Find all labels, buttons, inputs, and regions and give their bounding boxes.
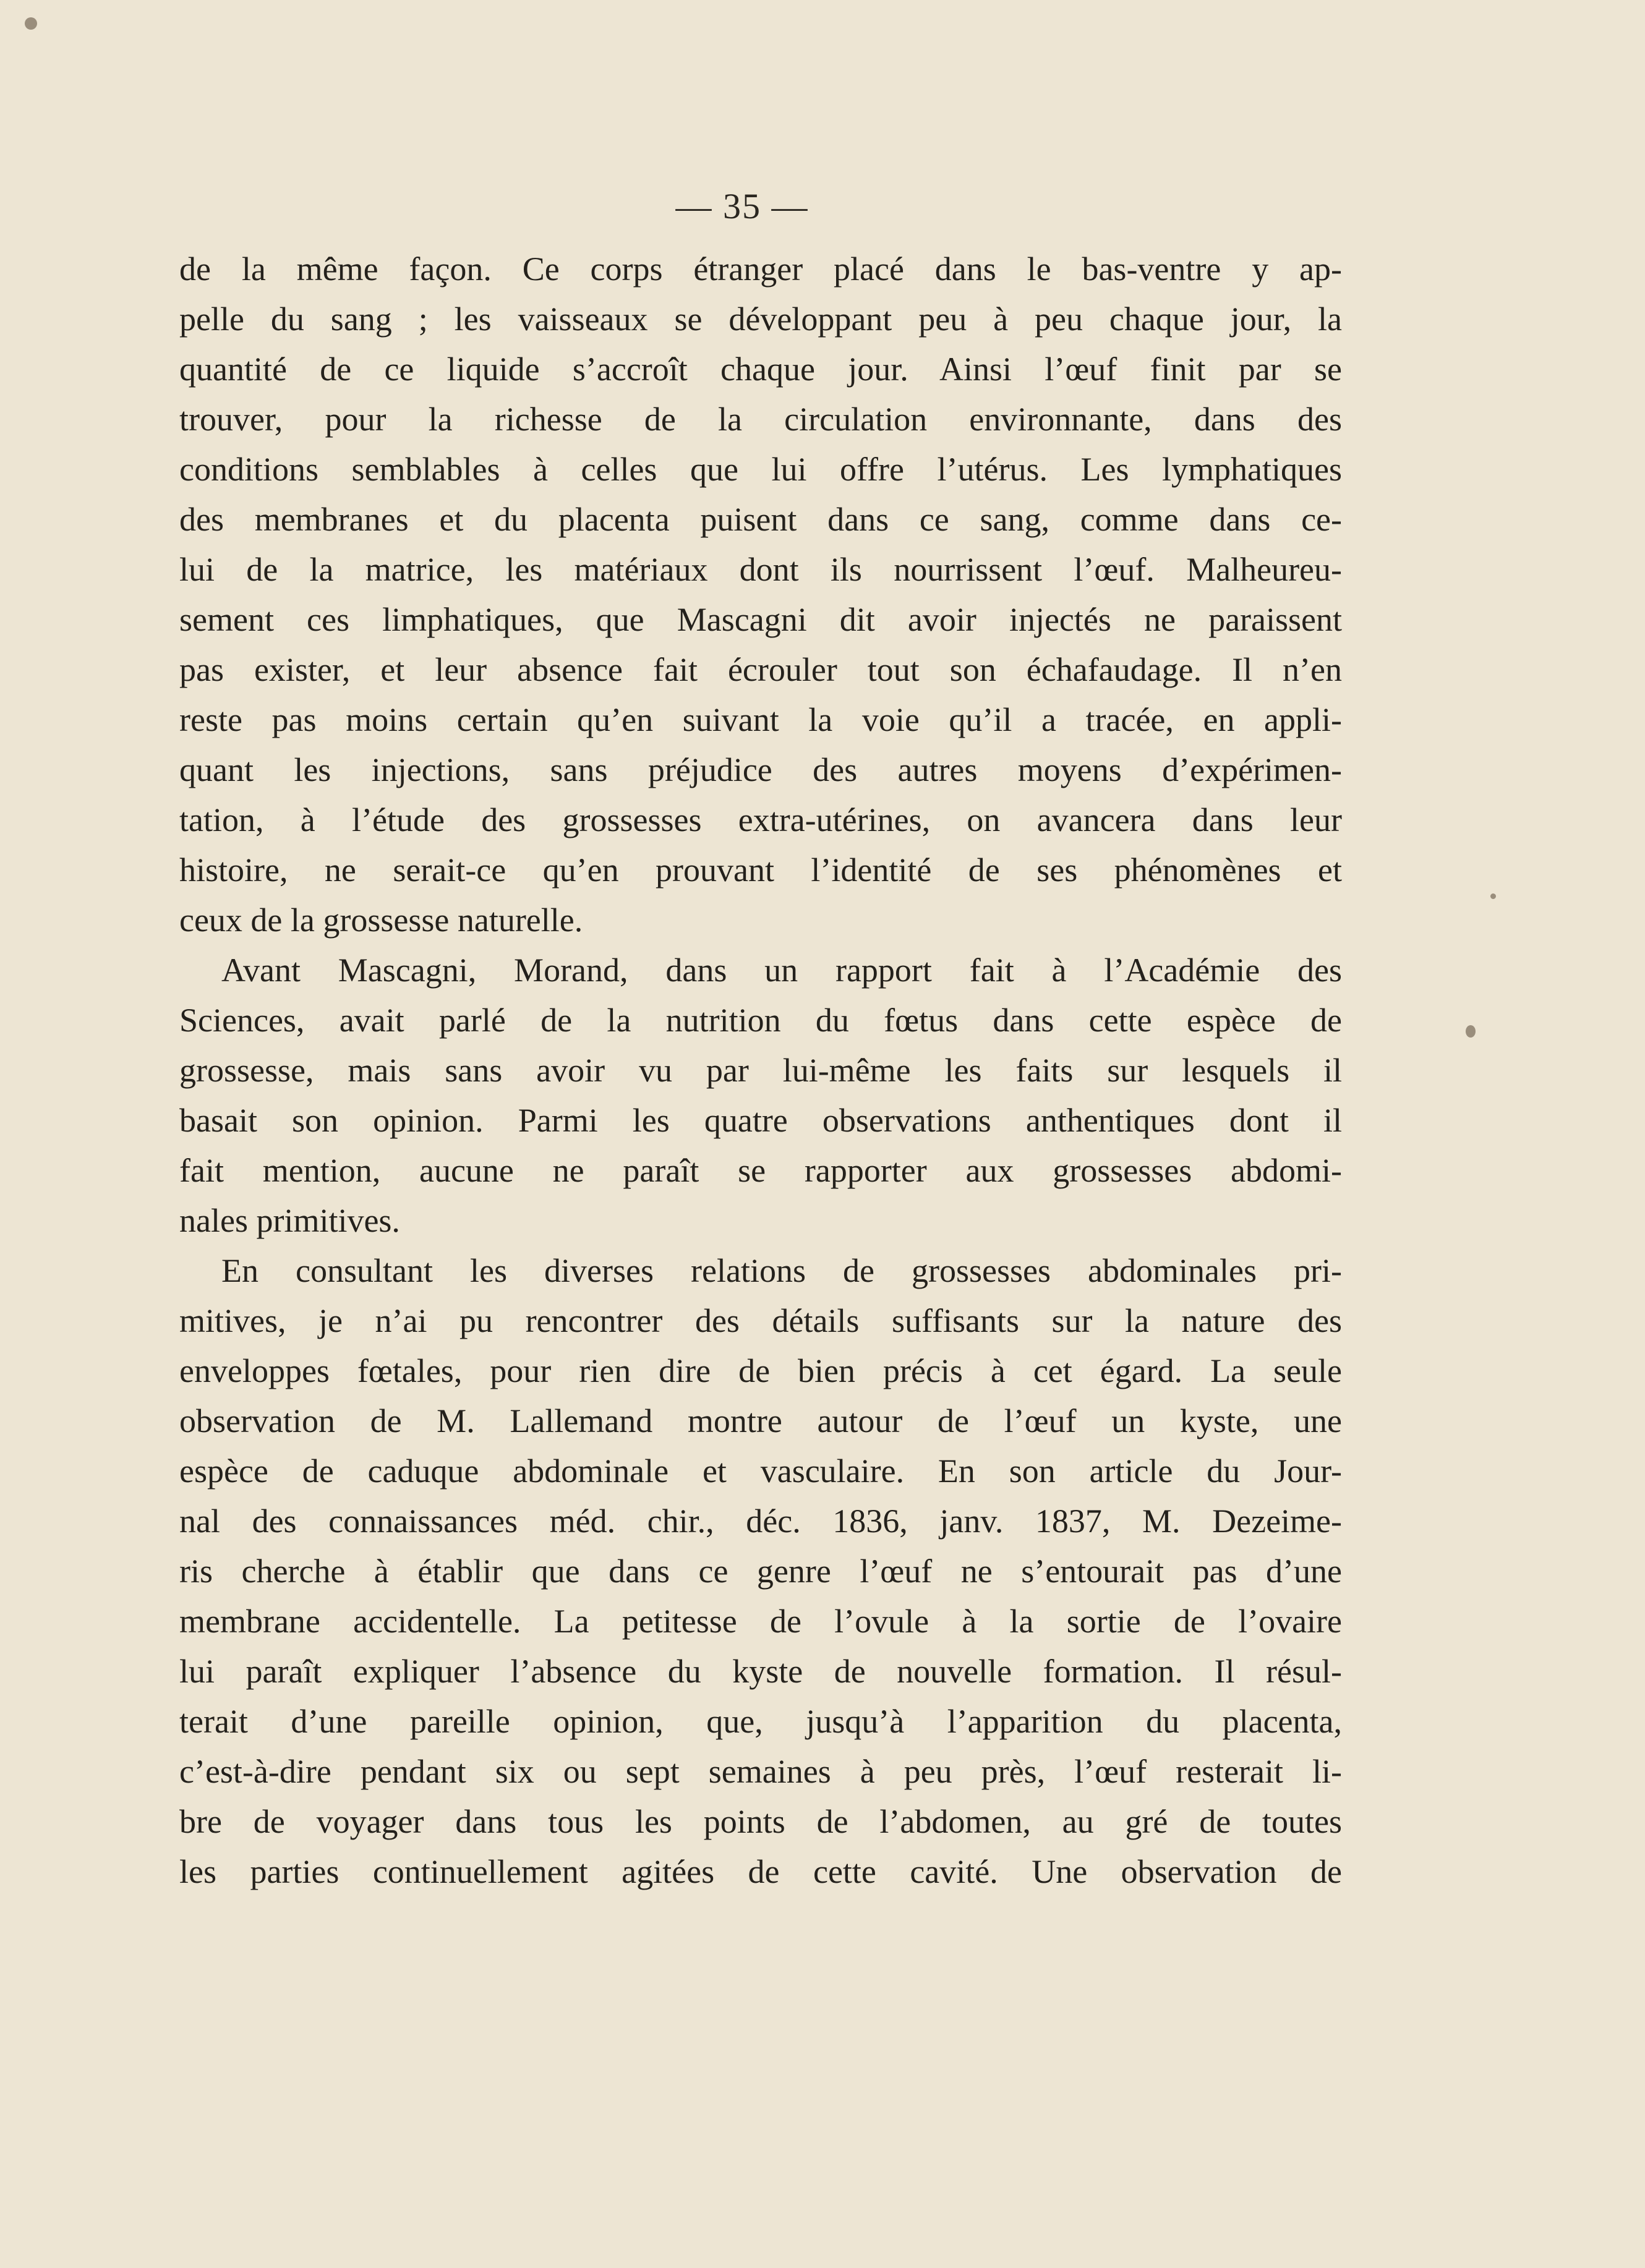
text-line: membrane accidentelle. La petitesse de l’ovule à la sortie de l’ovaire <box>179 1603 1342 1640</box>
text-line: sement ces limphatiques, que Mascagni dit avoir injectés ne paraissent <box>179 601 1342 638</box>
text-line: basait son opinion. Parmi les quatre observations anthentiques dont il <box>179 1102 1342 1139</box>
text-line: ris cherche à établir que dans ce genre l’œuf ne s’entourait pas d’une <box>179 1553 1342 1590</box>
text-line: les parties continuellement agitées de cette cavité. Une observation de <box>179 1853 1342 1890</box>
text-line: lui de la matrice, les matériaux dont ils nourrissent l’œuf. Malheureu- <box>179 551 1342 588</box>
text-line: ceux de la grossesse naturelle. <box>179 902 583 939</box>
paragraph-2 <box>179 945 1342 1246</box>
text-line: trouver, pour la richesse de la circulation environnante, dans des <box>179 401 1342 438</box>
text-line: grossesse, mais sans avoir vu par lui-même les faits sur lesquels il <box>179 1052 1342 1089</box>
text-line: tation, à l’étude des grossesses extra-utérines, on avancera dans leur <box>179 801 1342 838</box>
text-line: pas exister, et leur absence fait écrouler tout son échafaudage. Il n’en <box>179 651 1342 688</box>
paragraph-1 <box>179 244 1342 945</box>
text-line: mitives, je n’ai pu rencontrer des détails suffisants sur la nature des <box>179 1302 1342 1339</box>
text-line: conditions semblables à celles que lui offre l’utérus. Les lymphatiques <box>179 451 1342 488</box>
text-line: En consultant les diverses relations de grossesses abdominales pri- <box>221 1252 1342 1289</box>
foxing-spot <box>25 17 37 30</box>
text-line: quant les injections, sans préjudice des autres moyens d’expérimen- <box>179 751 1342 788</box>
body-text <box>179 244 1342 1897</box>
text-line: de la même façon. Ce corps étranger placé dans le bas-ventre y ap- <box>179 250 1342 288</box>
text-line: bre de voyager dans tous les points de l’abdomen, au gré de toutes <box>179 1803 1342 1840</box>
text-line: nal des connaissances méd. chir., déc. 1836, janv. 1837, M. Dezeime- <box>179 1503 1342 1540</box>
text-line: Sciences, avait parlé de la nutrition du fœtus dans cette espèce de <box>179 1002 1342 1039</box>
text-line: lui paraît expliquer l’absence du kyste de nouvelle formation. Il résul- <box>179 1653 1342 1690</box>
text-line: quantité de ce liquide s’accroît chaque jour. Ainsi l’œuf finit par se <box>179 351 1342 388</box>
text-line: enveloppes fœtales, pour rien dire de bien précis à cet égard. La seule <box>179 1352 1342 1389</box>
text-line: histoire, ne serait-ce qu’en prouvant l’identité de ses phénomènes et <box>179 851 1342 889</box>
page-number: — 35 — <box>675 186 809 226</box>
foxing-spot <box>1490 893 1496 899</box>
text-line: des membranes et du placenta puisent dans ce sang, comme dans ce- <box>179 501 1342 538</box>
paragraph-3 <box>179 1246 1342 1897</box>
foxing-spot <box>1466 1025 1476 1038</box>
text-line: pelle du sang ; les vaisseaux se développant peu à peu chaque jour, la <box>179 301 1342 338</box>
text-line: nales primitives. <box>179 1202 400 1239</box>
text-line: Avant Mascagni, Morand, dans un rapport fait à l’Académie des <box>221 952 1342 989</box>
text-line: c’est-à-dire pendant six ou sept semaines à peu près, l’œuf resterait li- <box>179 1753 1342 1790</box>
text-line: observation de M. Lallemand montre autour de l’œuf un kyste, une <box>179 1402 1342 1439</box>
text-line: reste pas moins certain qu’en suivant la voie qu’il a tracée, en appli- <box>179 701 1342 738</box>
text-line: espèce de caduque abdominale et vasculaire. En son article du Jour- <box>179 1452 1342 1490</box>
text-line: terait d’une pareille opinion, que, jusqu’à l’apparition du placenta, <box>179 1703 1342 1740</box>
text-line: fait mention, aucune ne paraît se rapporter aux grossesses abdomi- <box>179 1152 1342 1189</box>
